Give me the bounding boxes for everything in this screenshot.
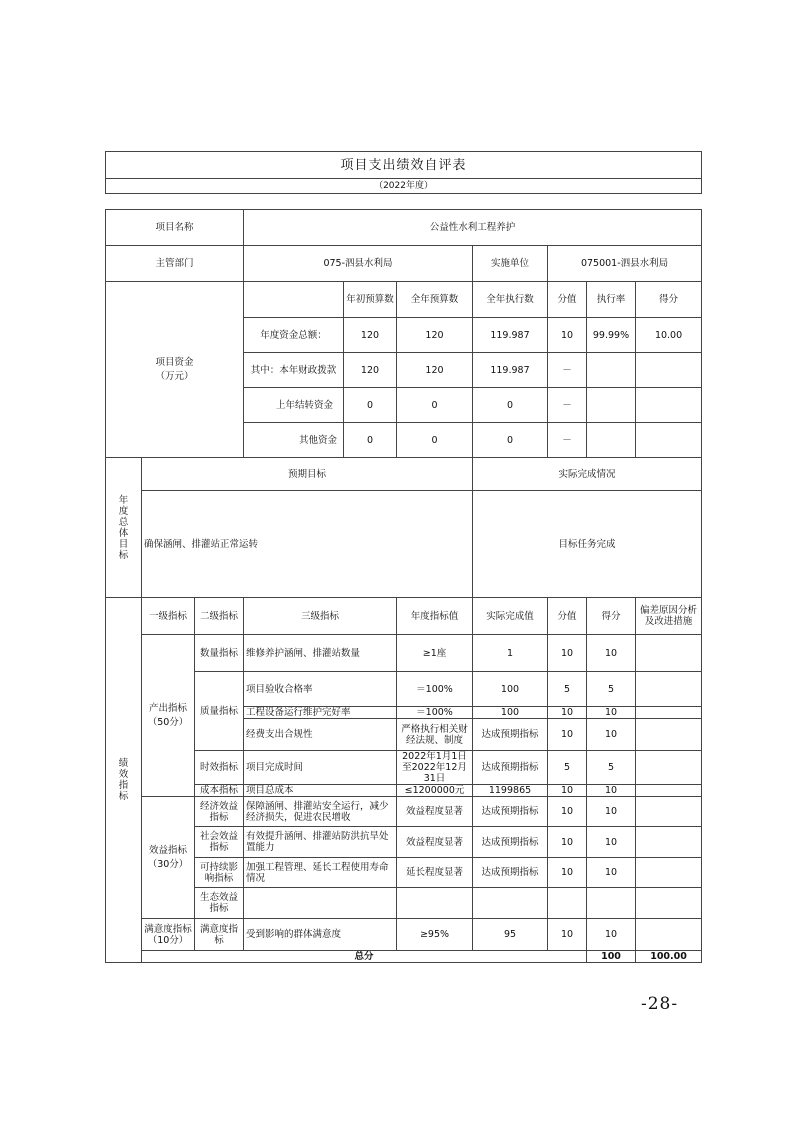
l1-output: 产出指标 （50分） [142, 635, 195, 797]
score-value: 10 [548, 797, 587, 827]
spacer-cell [106, 194, 142, 210]
funds-rate [587, 388, 636, 423]
deviation-cell [636, 785, 702, 797]
score-value: 10 [548, 707, 587, 719]
spacer-cell [636, 194, 702, 210]
got-value: 10 [587, 797, 636, 827]
funds-row-label: 其他资金 [244, 423, 344, 458]
actual-value: 达成预期指标 [473, 858, 548, 888]
deviation-cell [636, 635, 702, 672]
table-row [106, 785, 702, 797]
l2-quantity: 数量指标 [195, 635, 244, 672]
goals-actual-header: 实际完成情况 [473, 458, 702, 491]
funds-score: 10 [548, 318, 587, 353]
perf-header: 得分 [587, 598, 636, 635]
dept-label: 主管部门 [106, 246, 244, 282]
l2-eco: 生态效益指标 [195, 888, 244, 919]
funds-init: 120 [344, 318, 397, 353]
table-row [106, 919, 702, 951]
spacer-cell [244, 194, 344, 210]
l3-indicator: 加强工程管理、延长工程使用寿命情况 [244, 858, 397, 888]
actual-value: 1199865 [473, 785, 548, 797]
got-value: 10 [587, 707, 636, 719]
deviation-cell [636, 858, 702, 888]
target-value: 效益程度显著 [397, 797, 473, 827]
actual-value: 1 [473, 635, 548, 672]
unit-value: 075001-泗县水利局 [548, 246, 702, 282]
deviation-cell [636, 827, 702, 858]
deviation-cell [636, 888, 702, 919]
spacer-cell [142, 194, 195, 210]
l3-indicator: 受到影响的群体满意度 [244, 919, 397, 951]
funds-header: 年初预算数 [344, 282, 397, 318]
spacer-cell [473, 194, 548, 210]
deviation-cell [636, 707, 702, 719]
score-value: 10 [548, 785, 587, 797]
deviation-cell [636, 719, 702, 751]
table-row [106, 751, 702, 785]
score-value: 10 [548, 635, 587, 672]
l3-indicator: 有效提升涵闸、排灌站防洪抗旱处置能力 [244, 827, 397, 858]
funds-header-blank [244, 282, 344, 318]
actual-value: 达成预期指标 [473, 719, 548, 751]
l3-indicator [244, 888, 397, 919]
target-value: 严格执行相关财经法规、制度 [397, 719, 473, 751]
funds-got [636, 388, 702, 423]
l2-quality: 质量指标 [195, 672, 244, 751]
l3-indicator: 项目验收合格率 [244, 672, 397, 707]
got-value [587, 888, 636, 919]
funds-init: 0 [344, 423, 397, 458]
funds-score: － [548, 388, 587, 423]
perf-header: 三级指标 [244, 598, 397, 635]
total-score: 100 [587, 951, 636, 963]
spacer-cell [397, 194, 473, 210]
got-value: 10 [587, 827, 636, 858]
spacer-cell [195, 194, 244, 210]
table-row [106, 888, 702, 919]
funds-header: 全年预算数 [397, 282, 473, 318]
l1-benefit: 效益指标 （30分） [142, 797, 195, 919]
actual-value: 95 [473, 919, 548, 951]
perf-header: 一级指标 [142, 598, 195, 635]
goals-side-label: 年度总体目标 [106, 458, 142, 598]
project-name-label: 项目名称 [106, 210, 244, 246]
deviation-cell [636, 919, 702, 951]
funds-exec: 119.987 [473, 353, 548, 388]
table-row [106, 858, 702, 888]
perf-header: 实际完成值 [473, 598, 548, 635]
score-value: 5 [548, 751, 587, 785]
got-value: 5 [587, 672, 636, 707]
funds-rate: 99.99% [587, 318, 636, 353]
target-value: 效益程度显著 [397, 827, 473, 858]
project-name-value: 公益性水利工程养护 [244, 210, 702, 246]
actual-value: 100 [473, 707, 548, 719]
funds-full: 120 [397, 318, 473, 353]
funds-init: 120 [344, 353, 397, 388]
table-title: 项目支出绩效自评表 [106, 152, 702, 179]
l3-indicator: 项目总成本 [244, 785, 397, 797]
score-value: 10 [548, 719, 587, 751]
target-value: 2022年1月1日至2022年12月31日 [397, 751, 473, 785]
l2-cost: 成本指标 [195, 785, 244, 797]
got-value: 5 [587, 751, 636, 785]
table-row [106, 672, 702, 707]
funds-row-label: 年度资金总额： [244, 318, 344, 353]
l2-economic: 经济效益指标 [195, 797, 244, 827]
spacer-cell [548, 194, 587, 210]
table-row [106, 797, 702, 827]
funds-header: 执行率 [587, 282, 636, 318]
total-row [106, 951, 702, 963]
funds-got [636, 353, 702, 388]
funds-exec: 0 [473, 388, 548, 423]
goals-expected-value: 确保涵闸、排灌站正常运转 [142, 491, 473, 598]
funds-full: 120 [397, 353, 473, 388]
perf-header: 年度指标值 [397, 598, 473, 635]
deviation-cell [636, 797, 702, 827]
funds-full: 0 [397, 388, 473, 423]
deviation-cell [636, 751, 702, 785]
funds-header: 全年执行数 [473, 282, 548, 318]
perf-header: 二级指标 [195, 598, 244, 635]
l2-satisfaction: 满意度指标 [195, 919, 244, 951]
funds-header: 得分 [636, 282, 702, 318]
perf-header: 偏差原因分析及改进措施 [636, 598, 702, 635]
got-value: 10 [587, 785, 636, 797]
target-value: 延长程度显著 [397, 858, 473, 888]
funds-init: 0 [344, 388, 397, 423]
dept-value: 075-泗县水利局 [244, 246, 473, 282]
got-value: 10 [587, 719, 636, 751]
score-value: 10 [548, 858, 587, 888]
score-value: 10 [548, 919, 587, 951]
actual-value [473, 888, 548, 919]
target-value: ＝100% [397, 672, 473, 707]
score-value [548, 888, 587, 919]
funds-exec: 119.987 [473, 318, 548, 353]
total-got: 100.00 [636, 951, 702, 963]
goals-actual-value: 目标任务完成 [473, 491, 702, 598]
funds-rate [587, 353, 636, 388]
spacer-cell [587, 194, 636, 210]
got-value: 10 [587, 919, 636, 951]
l2-social: 社会效益指标 [195, 827, 244, 858]
perf-header: 分值 [548, 598, 587, 635]
funds-got [636, 423, 702, 458]
table-row [106, 635, 702, 672]
funds-score: － [548, 423, 587, 458]
funds-section-label: 项目资金 （万元） [106, 282, 244, 458]
l2-sustain: 可持续影响指标 [195, 858, 244, 888]
perf-side-label: 绩效指标 [106, 598, 142, 963]
table-row [106, 827, 702, 858]
target-value: ≥1座 [397, 635, 473, 672]
funds-got: 10.00 [636, 318, 702, 353]
page-number: -28- [641, 994, 679, 1014]
goals-expected-header: 预期目标 [142, 458, 473, 491]
actual-value: 100 [473, 672, 548, 707]
target-value: ≥95% [397, 919, 473, 951]
funds-full: 0 [397, 423, 473, 458]
spacer-cell [344, 194, 397, 210]
got-value: 10 [587, 858, 636, 888]
target-value [397, 888, 473, 919]
score-value: 5 [548, 672, 587, 707]
funds-rate [587, 423, 636, 458]
actual-value: 达成预期指标 [473, 797, 548, 827]
l2-time: 时效指标 [195, 751, 244, 785]
funds-row-label: 其中：本年财政拨款 [244, 353, 344, 388]
funds-header: 分值 [548, 282, 587, 318]
l1-satisfaction: 满意度指标（10分） [142, 919, 195, 951]
target-value: ＝100% [397, 707, 473, 719]
funds-exec: 0 [473, 423, 548, 458]
l3-indicator: 维修养护涵闸、排灌站数量 [244, 635, 397, 672]
l3-indicator: 项目完成时间 [244, 751, 397, 785]
total-label: 总分 [142, 951, 587, 963]
unit-label: 实施单位 [473, 246, 548, 282]
actual-value: 达成预期指标 [473, 827, 548, 858]
funds-score: － [548, 353, 587, 388]
got-value: 10 [587, 635, 636, 672]
funds-row-label: 上年结转资金 [244, 388, 344, 423]
performance-table [105, 151, 702, 963]
l3-indicator: 保障涵闸、排灌站安全运行，减少经济损失，促进农民增收 [244, 797, 397, 827]
score-value: 10 [548, 827, 587, 858]
l3-indicator: 工程设备运行维护完好率 [244, 707, 397, 719]
l3-indicator: 经费支出合规性 [244, 719, 397, 751]
deviation-cell [636, 672, 702, 707]
target-value: ≤1200000元 [397, 785, 473, 797]
table-year: （2022年度） [106, 179, 702, 194]
actual-value: 达成预期指标 [473, 751, 548, 785]
